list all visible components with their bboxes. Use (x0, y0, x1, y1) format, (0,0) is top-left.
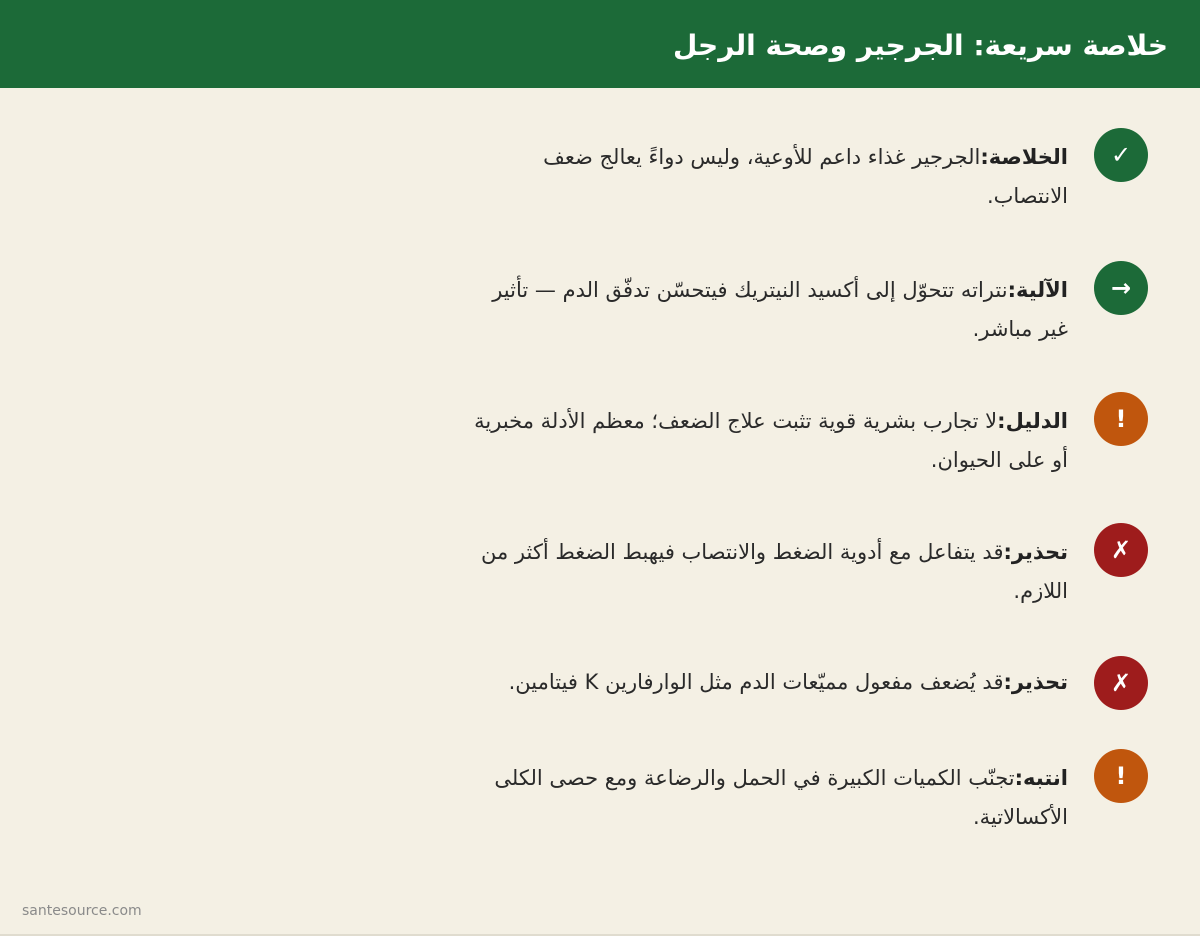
header-bar (0, 0, 1200, 88)
exclamation-icon: ! (1094, 392, 1148, 446)
exclamation-icon: ! (1094, 749, 1148, 803)
page-title: خلاصة سريعة: الجرجير وصحة الرجل (673, 29, 1168, 62)
item-label: الآلية: (1007, 278, 1068, 302)
item-text (468, 271, 1068, 349)
check-icon: ✓ (1094, 128, 1148, 182)
item-text (468, 759, 1068, 837)
item-body: الجرجير غذاء داعم للأوعية، وليس دواءً يعالج ضعف الانتصاب. (543, 145, 1068, 208)
item-text (468, 533, 1068, 611)
item-body: قد يُضعف مفعول مميّعات الدم مثل الوارفارين K فيتامين. (508, 670, 1004, 694)
item-label: تحذير: (1003, 540, 1068, 564)
item-text (468, 663, 1068, 702)
item-label: الخلاصة: (980, 145, 1068, 169)
item-text (468, 402, 1068, 480)
item-text (468, 138, 1068, 216)
item-body: نتراته تتحوّل إلى أكسيد النيتريك فيتحسّن تدفّق الدم — تأثير غير مباشر. (492, 278, 1068, 341)
item-body: لا تجارب بشرية قوية تثبت علاج الضعف؛ معظم الأدلة مخبرية أو على الحيوان. (474, 409, 1068, 472)
cross-icon: ✗ (1094, 523, 1148, 577)
source-credit: santesource.com (22, 903, 142, 919)
arrow-icon: → (1094, 261, 1148, 315)
item-label: الدليل: (997, 409, 1068, 433)
item-body: تجنّب الكميات الكبيرة في الحمل والرضاعة ومع حصى الكلى الأكسالاتية. (494, 766, 1068, 829)
item-label: انتبه: (1014, 766, 1068, 790)
cross-icon: ✗ (1094, 656, 1148, 710)
item-body: قد يتفاعل مع أدوية الضغط والانتصاب فيهبط الضغط أكثر من اللازم. (481, 540, 1068, 603)
item-label: تحذير: (1003, 670, 1068, 694)
